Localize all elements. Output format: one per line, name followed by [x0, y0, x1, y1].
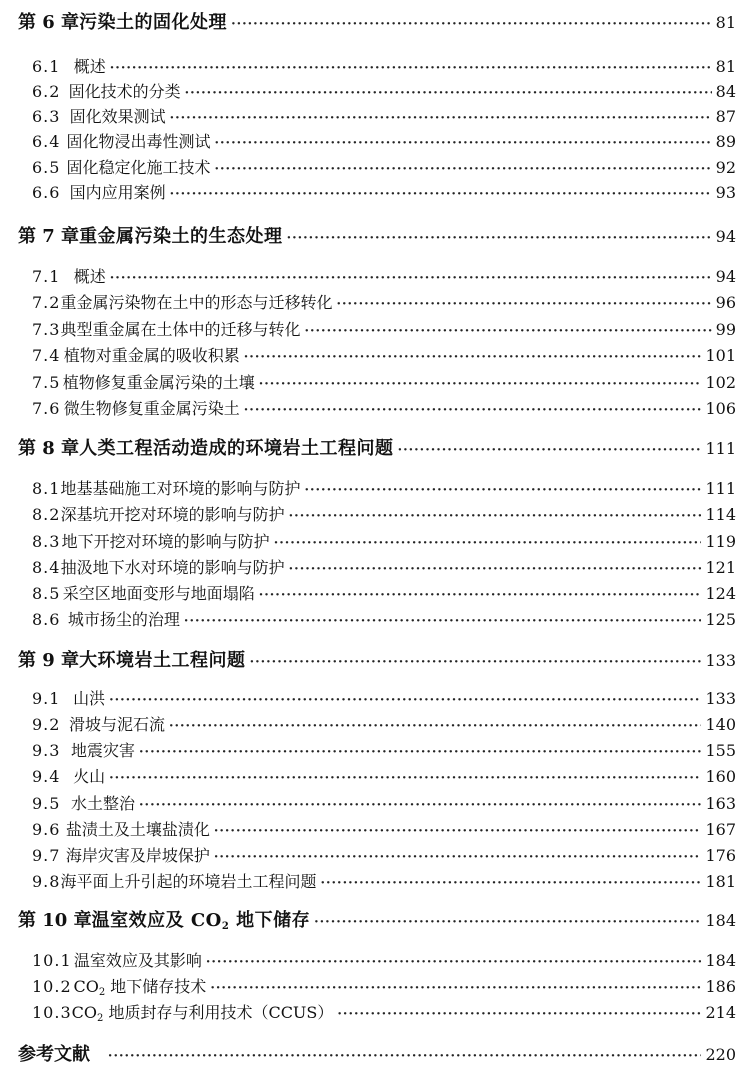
page-number: 163	[705, 794, 736, 813]
section-number: 8.4	[32, 558, 61, 577]
dot-leader	[185, 86, 712, 101]
section-entry[interactable]	[32, 54, 736, 77]
page-number: 81	[715, 13, 736, 32]
chapter-number: 第 6 章	[18, 12, 80, 33]
section-entry[interactable]	[32, 79, 736, 102]
section-entry[interactable]	[32, 104, 736, 127]
dot-leader	[274, 536, 702, 551]
section-entry[interactable]	[32, 764, 736, 787]
section-entry[interactable]	[32, 290, 736, 313]
section-number: 9.6	[32, 820, 61, 839]
dot-leader	[139, 798, 701, 813]
dot-leader	[108, 1049, 702, 1064]
page-number: 84	[715, 82, 736, 101]
chapter-title: 人类工程活动造成的环境岩土工程问题	[79, 438, 394, 459]
section-number: 7.3	[32, 320, 61, 339]
references-title: 参考文献	[18, 1044, 90, 1065]
references-heading[interactable]	[18, 1040, 736, 1066]
section-number: 6.5	[32, 158, 61, 177]
section-entry[interactable]	[32, 712, 736, 735]
section-number: 6.6	[32, 183, 61, 202]
page-number: 92	[715, 158, 736, 177]
section-title: 典型重金属在土体中的迁移与转化	[60, 320, 301, 339]
section-entry[interactable]	[32, 317, 736, 340]
section-title: 概述	[73, 57, 106, 76]
section-number: 7.4	[32, 346, 61, 365]
section-entry[interactable]	[32, 948, 736, 971]
section-entry[interactable]	[32, 155, 736, 178]
dot-leader	[289, 562, 702, 577]
page-number: 214	[705, 1003, 736, 1022]
dot-leader	[215, 136, 712, 151]
section-title: 重金属污染物在土中的形态与迁移转化	[60, 293, 333, 312]
page-number: 133	[705, 689, 736, 708]
dot-leader	[259, 377, 702, 392]
dot-leader	[259, 588, 702, 603]
section-title: 国内应用案例	[69, 183, 166, 202]
page-number: 111	[705, 439, 736, 458]
chapter-number: 第 10 章	[18, 910, 92, 931]
section-number: 8.3	[32, 532, 61, 551]
section-entry[interactable]	[32, 1000, 736, 1023]
section-title: 概述	[73, 267, 106, 286]
section-entry[interactable]	[32, 817, 736, 840]
dot-leader	[244, 403, 702, 418]
section-entry[interactable]	[32, 686, 736, 709]
chapter-heading[interactable]	[18, 434, 736, 460]
page-number: 81	[715, 57, 736, 76]
section-title: 山洪	[73, 689, 106, 708]
section-title: 火山	[73, 767, 106, 786]
dot-leader	[289, 509, 702, 524]
section-entry[interactable]	[32, 502, 736, 525]
page-number: 220	[705, 1045, 736, 1064]
section-title: 城市扬尘的治理	[67, 610, 180, 629]
dot-leader	[214, 824, 702, 839]
dot-leader	[184, 614, 702, 629]
dot-leader	[170, 187, 712, 202]
chapter-number: 第 7 章	[18, 226, 80, 247]
section-number: 7.6	[32, 399, 61, 418]
dot-leader	[139, 745, 701, 760]
section-title: 海平面上升引起的环境岩土工程问题	[60, 872, 317, 891]
section-number: 10.1	[32, 951, 72, 970]
dot-leader	[320, 876, 701, 891]
section-title: 植物对重金属的吸收积累	[63, 346, 240, 365]
page-number: 93	[715, 183, 736, 202]
section-entry[interactable]	[32, 555, 736, 578]
dot-leader	[109, 693, 701, 708]
section-title: $CO_2$ 地质封存与利用技术（CCUS）	[71, 1003, 334, 1024]
page-number: 102	[705, 373, 736, 392]
section-entry[interactable]	[32, 370, 736, 393]
page-number: 140	[705, 715, 736, 734]
page-number: 94	[715, 267, 736, 286]
section-entry[interactable]	[32, 869, 736, 892]
dot-leader	[214, 850, 702, 865]
section-entry[interactable]	[32, 529, 736, 552]
chapter-number: 第 9 章	[18, 650, 80, 671]
page-number: 114	[705, 505, 736, 524]
page-number: 99	[715, 320, 736, 339]
dot-leader	[206, 955, 702, 970]
page-number: 101	[705, 346, 736, 365]
page-number: 124	[705, 584, 736, 603]
page-number: 96	[715, 293, 736, 312]
section-number: 7.5	[32, 373, 61, 392]
section-number: 6.3	[32, 107, 61, 126]
chapter-title: 污染土的固化处理	[79, 12, 228, 33]
section-entry[interactable]	[32, 264, 736, 287]
page-number: 181	[705, 872, 736, 891]
dot-leader	[215, 162, 712, 177]
section-entry[interactable]	[32, 581, 736, 604]
section-entry[interactable]	[32, 791, 736, 814]
dot-leader	[337, 1007, 701, 1022]
section-entry[interactable]	[32, 476, 736, 499]
dot-leader	[169, 719, 702, 734]
section-number: 10.2	[32, 977, 72, 996]
section-title: 地震灾害	[71, 741, 136, 760]
dot-leader	[231, 17, 712, 32]
section-title: 水土整治	[71, 794, 136, 813]
page-number: 160	[705, 767, 736, 786]
page-number: 121	[705, 558, 736, 577]
section-number: 10.3	[32, 1003, 72, 1022]
section-number: 9.8	[32, 872, 61, 891]
page-number: 87	[715, 107, 736, 126]
chapter-number: 第 8 章	[18, 438, 80, 459]
page-number: 133	[705, 651, 736, 670]
dot-leader	[110, 271, 712, 286]
section-title: 固化技术的分类	[68, 82, 181, 101]
section-title: 滑坡与泥石流	[68, 715, 165, 734]
section-title: 微生物修复重金属污染土	[63, 399, 240, 418]
dot-leader	[314, 915, 701, 930]
section-entry[interactable]	[32, 738, 736, 761]
page-number: 176	[705, 846, 736, 865]
section-title: 海岸灾害及岸坡保护	[65, 846, 210, 865]
section-number: 9.7	[32, 846, 61, 865]
section-number: 6.4	[32, 132, 61, 151]
dot-leader	[110, 61, 712, 76]
dot-leader	[336, 297, 711, 312]
section-number: 9.1	[32, 689, 61, 708]
section-title: 固化物浸出毒性测试	[66, 132, 211, 151]
section-entry[interactable]	[32, 129, 736, 152]
section-entry[interactable]	[32, 974, 736, 997]
chapter-heading[interactable]	[18, 8, 736, 34]
chapter-heading[interactable]	[18, 646, 736, 672]
dot-leader	[250, 655, 702, 670]
dot-leader	[304, 324, 711, 339]
section-title: 温室效应及其影响	[73, 951, 202, 970]
chapter-title: 重金属污染土的生态处理	[79, 226, 283, 247]
section-title: 深基坑开挖对环境的影响与防护	[60, 505, 285, 524]
page-number: 119	[705, 532, 736, 551]
section-number: 8.6	[32, 610, 61, 629]
section-entry[interactable]	[32, 843, 736, 866]
section-number: 6.2	[32, 82, 61, 101]
dot-leader	[210, 981, 701, 996]
section-title: 植物修复重金属污染的土壤	[62, 373, 255, 392]
section-entry[interactable]	[32, 343, 736, 366]
section-entry[interactable]	[32, 180, 736, 203]
dot-leader	[109, 771, 701, 786]
dot-leader	[170, 111, 712, 126]
chapter-heading[interactable]	[18, 222, 736, 248]
section-entry[interactable]	[32, 607, 736, 630]
page-number: 167	[705, 820, 736, 839]
section-title: 盐渍土及土壤盐渍化	[65, 820, 210, 839]
page-number: 184	[705, 951, 736, 970]
section-number: 8.5	[32, 584, 61, 603]
chapter-heading[interactable]	[18, 906, 736, 932]
dot-leader	[304, 483, 701, 498]
section-title: 地基基础施工对环境的影响与防护	[60, 479, 301, 498]
section-title: $CO_2$ 地下储存技术	[73, 977, 207, 998]
section-title: 固化稳定化施工技术	[66, 158, 211, 177]
section-number: 9.2	[32, 715, 61, 734]
section-number: 9.4	[32, 767, 61, 786]
page-number: 111	[705, 479, 736, 498]
dot-leader	[244, 350, 702, 365]
section-number: 8.1	[32, 479, 61, 498]
section-title: 采空区地面变形与地面塌陷	[62, 584, 255, 603]
section-title: 地下开挖对环境的影响与防护	[61, 532, 270, 551]
section-number: 8.2	[32, 505, 61, 524]
section-number: 9.3	[32, 741, 61, 760]
page-number: 184	[705, 911, 736, 930]
page-number: 106	[705, 399, 736, 418]
section-title: 固化效果测试	[69, 107, 166, 126]
section-number: 7.2	[32, 293, 61, 312]
section-number: 7.1	[32, 267, 61, 286]
page-number: 155	[705, 741, 736, 760]
section-entry[interactable]	[32, 396, 736, 419]
page-number: 94	[715, 227, 736, 246]
page-number: 89	[715, 132, 736, 151]
dot-leader	[398, 443, 702, 458]
dot-leader	[287, 231, 712, 246]
chapter-title: 温室效应及 $CO_2$ 地下储存	[91, 910, 311, 932]
chapter-title: 大环境岩土工程问题	[79, 650, 246, 671]
section-number: 9.5	[32, 794, 61, 813]
page-number: 186	[705, 977, 736, 996]
page-number: 125	[705, 610, 736, 629]
section-title: 抽汲地下水对环境的影响与防护	[60, 558, 285, 577]
section-number: 6.1	[32, 57, 61, 76]
